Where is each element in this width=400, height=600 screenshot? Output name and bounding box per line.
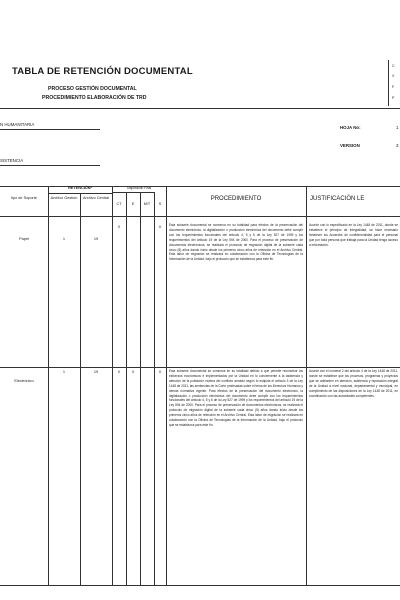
header-archive-gestion: Archivo Gestión [50, 196, 78, 200]
row-gestion: 1 [62, 236, 66, 241]
header-support: tipo de Soporte [11, 196, 37, 200]
table-bottom-line [0, 585, 400, 586]
header-right-code: V [392, 74, 395, 78]
sheet-label: HOJA No: [340, 125, 361, 130]
row-mark-s: X [158, 224, 162, 229]
table-header-bottom-line [0, 216, 400, 217]
row-central: 19 [93, 369, 99, 374]
col-line [140, 192, 141, 585]
header-archive-central: Archivo Central [83, 196, 109, 200]
row-gestion: 1 [62, 369, 66, 374]
version-label: VERSION [340, 143, 360, 148]
row-support: Papel [19, 236, 29, 241]
procedure-subtitle: PROCEDIMIENTO ELABORACIÓN DE TRD [42, 95, 147, 101]
header-justification: JUSTIFICACIÓN LE [310, 196, 365, 202]
office-underline [0, 129, 100, 130]
col-line [80, 193, 81, 585]
header-right-code: P [392, 96, 395, 100]
col-line [154, 192, 155, 585]
header-disp-code: E [131, 202, 135, 206]
row-support: Electrónico [14, 378, 34, 383]
col-line [306, 186, 307, 585]
row-justification: Acorde con lo especificado en la Ley 1448 de 2011, donde se establece el principio de integralidad, se hace necesario fortalecer los Acuerdos de confidencialidad para el personal que por toda persona que trabaja para la Unidad tenga acceso a información. [309, 223, 398, 247]
office-name: N HUMANITARIA [0, 122, 35, 127]
header-disp-code: M/T [143, 202, 151, 206]
row-mark-ct: X [117, 224, 121, 229]
col-line [48, 186, 49, 585]
header-right-divider [388, 60, 389, 106]
series-underline [0, 165, 100, 166]
series-name: SISTENCIA [0, 158, 24, 163]
disposition-subheader-line [112, 192, 154, 193]
header-disp-code: CT [116, 202, 122, 206]
row-procedure: Esta subserie documental se conserva en su totalidad debido a que permite reconstruir los esfuerzos económicos e implementados por la Unidad en lo concerniente a la asistencia y atención de la población víctima del conflicto armado según lo estipula el artículo 3 de la Ley 1448 de 2011, las sentencias de la Corte profesadas sobre el tema de los Derechos Humanos y demás normativa vigente. Para efectos de la preservación del documento electrónico, la digitalización o producción electrónica del documento debe cumplir con los requerimientos funcionales del artículo 4, 5 y 6 de la Ley 527 de 1999 y los requerimientos del artículo 19 de la Ley 594 de 2000. Para el proceso de preservación de documentos electrónicos, se realizará el protocolo de migración digital de la subserie cada cinco (5) años dando inicio desde los primeros cinco años de retención en el Archivo Central. Esta labor de migración se realizará en colaboración con la Oficina de Tecnologías de la Información de la Unidad, bajo el protocolo que se establezca para este fin. [169, 369, 303, 427]
row-justification: Acorde con el numeral 2 del artículo 4 de la Ley 1448 de 2011, donde se establece que los procesos, programas y proyectos que se adelanten en atención, asistencia y reparación integral de la Unidad a nivel nacional, departamental y municipal, en cumplimiento de las disposiciones de la Ley 1448 de 2011, en coordinación con las autoridades competentes. [309, 369, 398, 398]
row-mark-s: X [158, 369, 162, 374]
col-line [166, 186, 167, 585]
row-mark-ct: X [117, 369, 121, 374]
header-final-disposition: Disposición Final [126, 186, 152, 190]
header-right-code: F [392, 85, 395, 89]
document-title: TABLA DE RETENCIÓN DOCUMENTAL [12, 66, 193, 77]
process-subtitle: PROCESO GESTIÓN DOCUMENTAL [48, 86, 137, 92]
sheet-value: 1 [396, 125, 399, 130]
header-retention: RETENCIÓN* [68, 186, 92, 190]
row-mark-e: X [131, 369, 135, 374]
version-value: 3 [396, 143, 399, 148]
col-line [126, 192, 127, 585]
row-procedure: Esta subserie documental se conserva en su totalidad para efectos de la preservación del documento electrónico, la digitalización o producción electrónica del documento debe cumplir con los requerimientos funcionales del artículo 4, 5 y 6 de la Ley 527 de 1999 y los requerimientos del artículo 19 de la Ley 594 de 2000. Para el proceso de preservación de documentos electrónicos, se realizará el protocolo de migración digital de la subserie cada cinco (5) años dando inicio desde los primeros cinco años de retención en el Archivo Central. Esta labor de migración se realizará en colaboración con la Oficina de Tecnologías de la Información de la Unidad, bajo el protocolo que se establezca para este fin. [169, 223, 303, 262]
row-central: 19 [93, 236, 99, 241]
header-procedure: PROCEDIMIENTO [210, 196, 262, 202]
col-line [112, 186, 113, 585]
header-disp-code: S [158, 202, 162, 206]
header-bottom-rule [0, 108, 400, 109]
row-separator [0, 367, 400, 368]
header-right-code: C [392, 64, 395, 68]
